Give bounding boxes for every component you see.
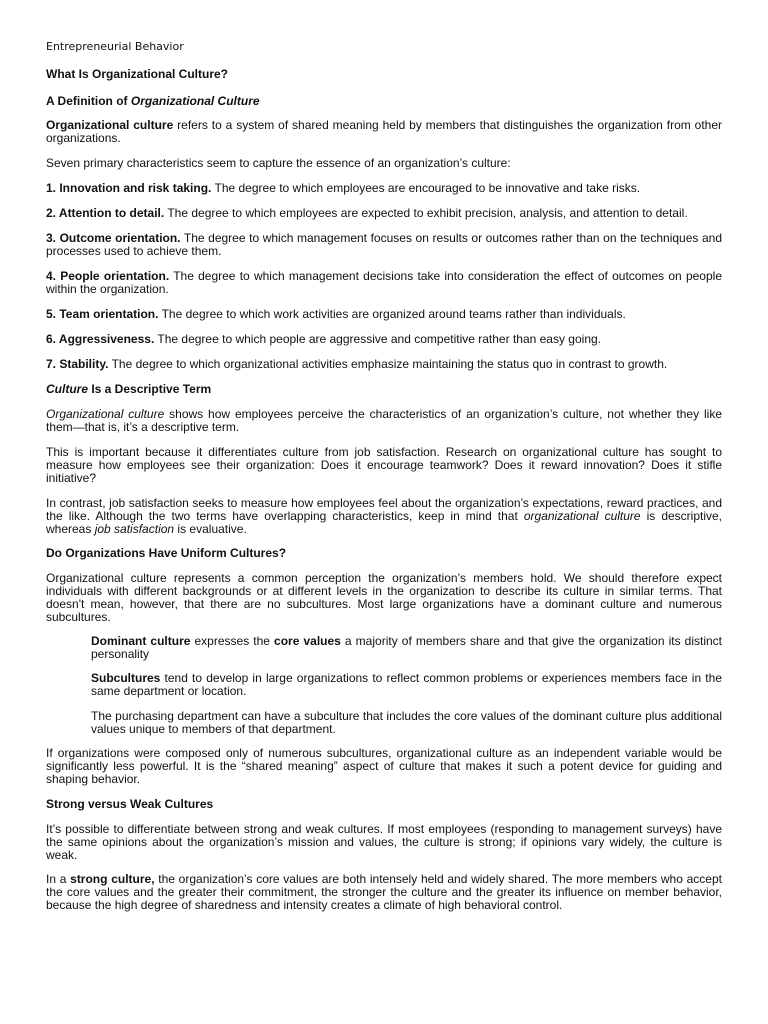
characteristic-text: The degree to which work activities are organized around teams rather than individuals. (158, 307, 626, 321)
dominant-text-b: a majority of members share and that give the organization its distinct personality (91, 634, 723, 661)
uniform-heading: Do Organizations Have Uniform Cultures? (46, 546, 287, 560)
characteristic-item-1 (46, 182, 722, 195)
definition-heading-prefix: A Definition of (46, 94, 131, 108)
dominant-culture-term: Dominant culture (91, 634, 191, 648)
characteristic-label: 6. Aggressiveness. (46, 332, 155, 346)
running-header: Entrepreneurial Behavior (46, 40, 184, 53)
descriptive-term: Organizational culture (46, 407, 165, 421)
strong-weak-paragraph-1: It’s possible to differentiate between strong and weak cultures. If most employees (responding to management surveys) have the same opinions about the organization’s mission and values, the culture is strong; if opinions vary widely, the culture is weak. (46, 822, 722, 862)
characteristic-label: 4. People orientation. (46, 269, 170, 283)
core-values-term: core values (274, 634, 341, 648)
definition-heading (46, 95, 722, 108)
organizational-culture-term: organizational culture (523, 509, 641, 523)
characteristic-item-7 (46, 358, 722, 371)
characteristic-text: The degree to which employees are encouraged to be innovative and take risks. (211, 181, 641, 195)
strong-weak-heading: Strong versus Weak Cultures (46, 797, 214, 811)
uniform-paragraph: Organizational culture represents a common perception the organization’s members hold. We should therefore expect individuals with different backgrounds or at different levels in the organization to describe its culture in similar terms. That doesn't mean, however, that there are no subcultures. Most large organizations have a dominant culture and numerous subcultures. (46, 571, 722, 624)
characteristic-item-2 (46, 207, 722, 220)
descriptive-paragraph-1 (46, 408, 722, 434)
characteristic-item-3 (46, 232, 722, 258)
characteristic-label: 7. Stability. (46, 357, 109, 371)
strong-culture-term: strong culture, (70, 872, 155, 886)
subcultures-conclusion: If organizations were composed only of numerous subcultures, organizational culture as an independent variable would be significantly less powerful. It is the “shared meaning” aspect of culture that makes it such a potent device for guiding and shaping behavior. (46, 746, 722, 786)
subcultures-text: tend to develop in large organizations to reflect common problems or experiences members face in the same department or location. (91, 671, 722, 698)
definition-paragraph (46, 119, 722, 145)
strong-text-b: the organization’s core values are both intensely held and widely shared. The more members who accept the core values and the greater their commitment, the stronger the culture and the greater its influence on member behavior, because the high degree of sharedness and intensity creates a climate of high behavioral control. (46, 872, 722, 912)
characteristic-text: The degree to which management focuses on results or outcomes rather than on the techniques and processes used to achieve them. (46, 231, 722, 258)
characteristic-text: The degree to which management decisions take into consideration the effect of outcomes on people within the organization. (46, 269, 722, 296)
descriptive-text-a: In contrast, job satisfaction seeks to measure how employees feel about the organization’s expectations, reward practices, and the like. Although the two terms have overlapping characteristics, keep in mind that (46, 496, 722, 523)
definition-text: refers to a system of shared meaning held by members that distinguishes the organization from other organizations. (46, 118, 723, 145)
descriptive-heading (46, 383, 722, 396)
dominant-text-a: expresses the (190, 634, 275, 648)
descriptive-text-c: is evaluative. (174, 522, 247, 536)
characteristic-text: The degree to which organizational activities emphasize maintaining the status quo in contrast to growth. (108, 357, 668, 371)
descriptive-paragraph-3 (46, 497, 722, 536)
characteristics-intro: Seven primary characteristics seem to capture the essence of an organization’s culture: (46, 156, 511, 170)
characteristic-label: 3. Outcome orientation. (46, 231, 181, 245)
characteristic-label: 5. Team orientation. (46, 307, 159, 321)
section-title: What Is Organizational Culture? (46, 67, 229, 81)
subcultures-paragraph (91, 672, 722, 698)
job-satisfaction-term: job satisfaction (94, 522, 175, 536)
dominant-culture-paragraph (91, 635, 722, 661)
characteristic-text: The degree to which people are aggressive and competitive rather than easy going. (154, 332, 602, 346)
characteristic-text: The degree to which employees are expected to exhibit precision, analysis, and attention to detail. (164, 206, 688, 220)
definition-term: Organizational culture (46, 118, 174, 132)
descriptive-heading-term: Culture (46, 382, 88, 396)
descriptive-text: shows how employees perceive the characteristics of an organization’s culture, not whether they like them—that is, it’s a descriptive term. (46, 407, 722, 434)
characteristic-label: 2. Attention to detail. (46, 206, 165, 220)
definition-heading-term: Organizational Culture (130, 94, 260, 108)
characteristic-item-6 (46, 333, 722, 346)
descriptive-heading-rest: Is a Descriptive Term (88, 382, 212, 396)
characteristic-item-4 (46, 270, 722, 296)
strong-weak-paragraph-2 (46, 873, 722, 912)
characteristic-item-5 (46, 308, 722, 321)
purchasing-paragraph: The purchasing department can have a subculture that includes the core values of the dominant culture plus additional values unique to members of that department. (91, 709, 722, 736)
strong-text-a: In a (46, 872, 71, 886)
descriptive-paragraph-2: This is important because it differentiates culture from job satisfaction. Research on organizational culture has sought to measure how employees see their organization: Does it encourage teamwork? Does it reward innovation? Does it stifle initiative? (46, 445, 722, 485)
subcultures-term: Subcultures (91, 671, 161, 685)
descriptive-text-b: is descriptive, whereas (46, 509, 723, 536)
characteristic-label: 1. Innovation and risk taking. (46, 181, 212, 195)
